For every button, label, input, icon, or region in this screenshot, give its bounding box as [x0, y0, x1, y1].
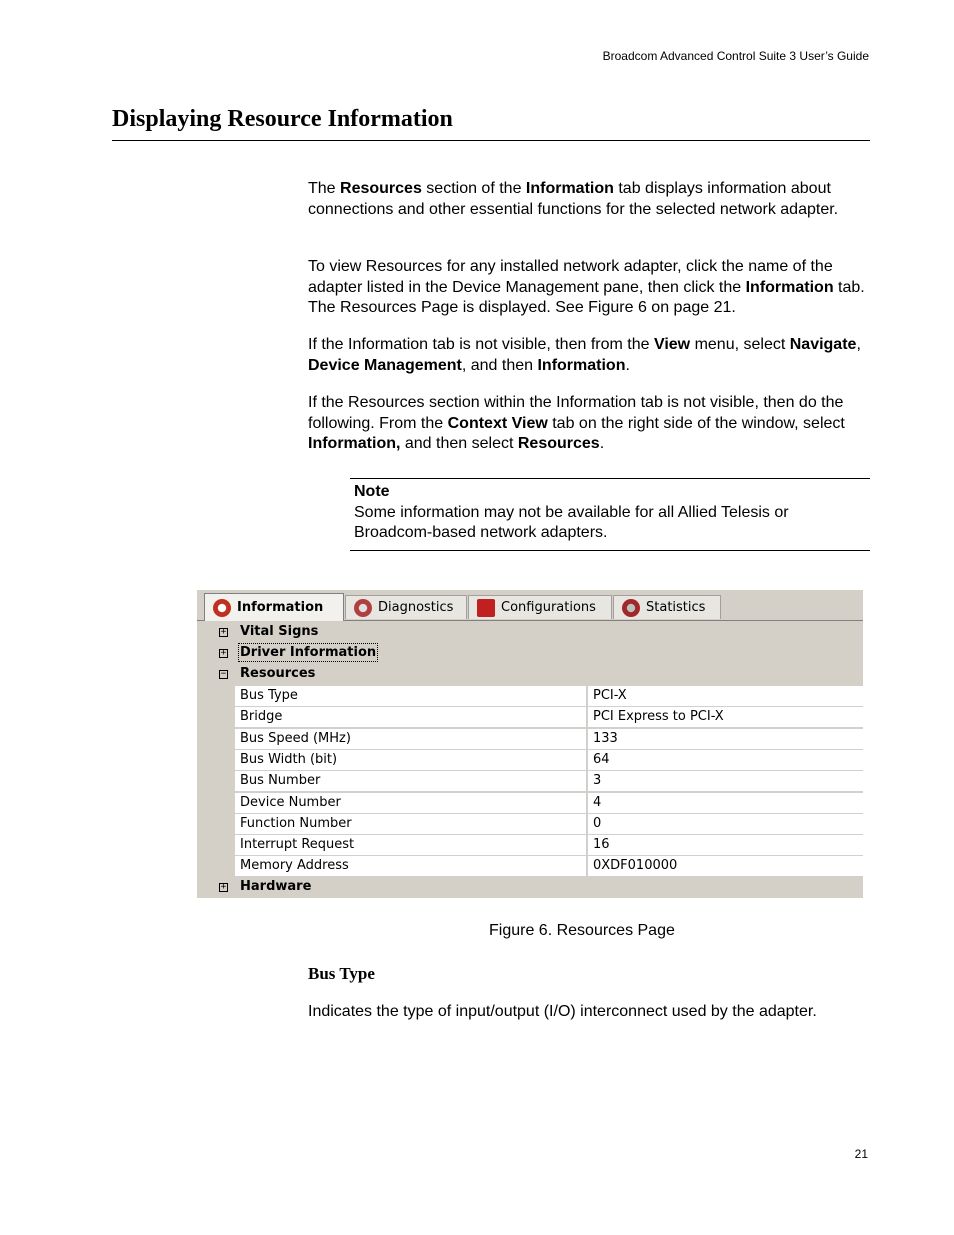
tab-statistics[interactable]: [613, 595, 721, 619]
paragraph-4: [308, 393, 870, 455]
diagnostics-icon: [354, 599, 372, 617]
section-title: Displaying Resource Information: [112, 106, 453, 132]
running-header: Broadcom Advanced Control Suite 3 User’s Guide: [602, 49, 869, 63]
text-run: .: [625, 356, 630, 374]
note-title: Note: [354, 483, 390, 500]
resource-name-cell[interactable]: Bus Number: [235, 771, 587, 792]
group-driver-information[interactable]: [219, 644, 863, 665]
expand-icon[interactable]: +: [220, 648, 227, 658]
text-run: The: [308, 180, 341, 197]
text-run: , and then: [461, 356, 538, 374]
text-run: If the Information tab is not visible, then from the: [308, 336, 654, 353]
tab-label: Configurations: [501, 600, 596, 615]
group-label: Resources: [240, 666, 316, 681]
collapse-icon[interactable]: −: [220, 669, 227, 679]
text-run: To view Resources for any installed network adapter, click the name of the adapter listed in the Device Management pane, then click the: [308, 258, 833, 296]
tab-label: Information: [237, 600, 324, 615]
bold-term: Information: [537, 356, 626, 374]
statistics-icon: [622, 599, 640, 617]
group-hardware[interactable]: [219, 878, 863, 898]
title-rule: [112, 140, 870, 141]
bold-term: Resources: [340, 180, 422, 197]
group-label: Vital Signs: [240, 624, 319, 639]
configurations-icon: [477, 599, 495, 617]
note-box: [350, 478, 870, 551]
resource-name-cell[interactable]: Memory Address: [235, 856, 587, 877]
tab-label: Diagnostics: [378, 600, 454, 615]
text-run: If the Resources section within the Information tab is not visible, then do the following. From the: [308, 394, 844, 432]
resource-value-cell[interactable]: PCI-X: [588, 686, 863, 707]
tab-bar: [197, 590, 863, 621]
resource-name-cell[interactable]: Function Number: [235, 814, 587, 835]
resource-value-cell[interactable]: 133: [588, 729, 863, 750]
subsection-title: Bus Type: [308, 964, 375, 983]
resource-name-cell[interactable]: Interrupt Request: [235, 835, 587, 856]
tab-configurations[interactable]: [468, 595, 612, 619]
group-resources[interactable]: [219, 665, 863, 686]
info-icon: [213, 599, 231, 617]
text-run: menu, select: [690, 336, 790, 353]
resource-value-cell[interactable]: 16: [588, 835, 863, 856]
figure-caption: Figure 6. Resources Page: [489, 922, 675, 939]
information-tree: [219, 621, 863, 898]
text-run: tab. The Resources Page is displayed. See Figure 6 on page 21.: [308, 278, 865, 316]
resource-value-cell[interactable]: 0: [588, 814, 863, 835]
text-run: and then select: [400, 435, 518, 452]
expand-icon[interactable]: +: [220, 882, 227, 892]
page-number: 21: [854, 1147, 868, 1161]
text-run: tab displays information about connections and other essential functions for the selected network adapter.: [308, 180, 839, 218]
resource-name-cell[interactable]: Bus Type: [235, 686, 587, 707]
tab-information[interactable]: [204, 593, 344, 621]
expand-icon[interactable]: +: [220, 627, 227, 637]
paragraph-3: [308, 335, 870, 376]
resource-name-cell[interactable]: Bridge: [235, 707, 587, 728]
paragraph-1: [308, 179, 870, 220]
tab-label: Statistics: [646, 600, 706, 615]
resource-name-cell[interactable]: Bus Speed (MHz): [235, 729, 587, 750]
resources-page-screenshot: [197, 590, 863, 898]
group-vital-signs[interactable]: [219, 623, 863, 644]
text-run: section of the: [421, 180, 526, 197]
bold-term: Device Management: [308, 356, 462, 374]
subsection-text: Indicates the type of input/output (I/O) interconnect used by the adapter.: [308, 1003, 817, 1020]
resource-name-cell[interactable]: Bus Width (bit): [235, 750, 587, 771]
resource-value-cell[interactable]: PCI Express to PCI-X: [588, 707, 863, 728]
group-label: Driver Information: [240, 645, 377, 660]
resource-value-cell[interactable]: 3: [588, 771, 863, 792]
bold-term: Context View: [447, 414, 548, 432]
paragraph-2: [308, 257, 870, 319]
resource-name-cell[interactable]: Device Number: [235, 793, 587, 814]
bold-term: View: [653, 336, 691, 353]
text-run: tab on the right side of the window, select: [547, 414, 845, 432]
bold-term: Information: [745, 278, 834, 296]
resource-value-cell[interactable]: 64: [588, 750, 863, 771]
bold-term: Resources: [517, 435, 600, 452]
bold-term: Navigate: [789, 336, 857, 353]
text-run: .: [599, 435, 605, 452]
bold-term: Information: [525, 180, 614, 197]
text-run: ,: [856, 336, 861, 353]
bold-term: Information,: [308, 435, 401, 452]
group-label: Hardware: [240, 879, 312, 894]
resource-value-cell[interactable]: 0XDF010000: [588, 856, 863, 877]
resource-value-cell[interactable]: 4: [588, 793, 863, 814]
tab-diagnostics[interactable]: [345, 595, 467, 619]
note-text: Some information may not be available for all Allied Telesis or Broadcom-based network adapters.: [354, 503, 789, 541]
